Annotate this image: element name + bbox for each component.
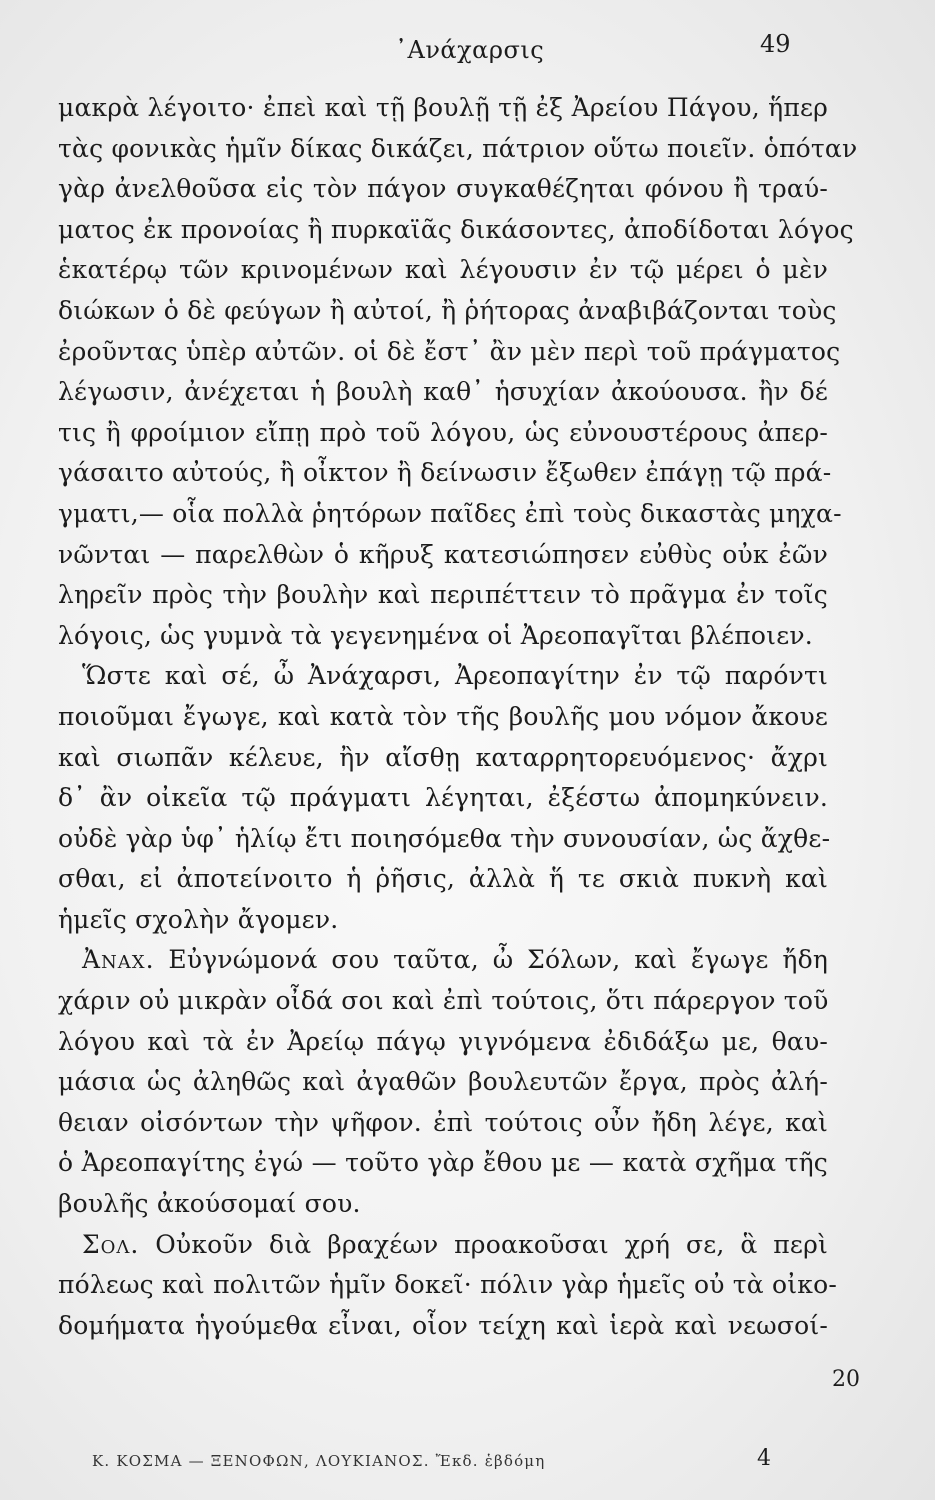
page-number: 49 <box>760 30 791 58</box>
text-line: μάσια ὡς ἀληθῶς καὶ ἀγαθῶν βουλευτῶν ἔργα, πρὸς ἀλή- <box>58 1067 828 1097</box>
text-line: μακρὰ λέγοιτο· ἐπεὶ καὶ τῇ βουλῇ τῇ ἐξ Ἀρείου Πάγου, ἥπερ <box>58 93 828 122</box>
text-line: γὰρ ἀνελθοῦσα εἰς τὸν πάγον συγκαθέζηται φόνου ἢ τραύ- <box>58 174 828 204</box>
text-span: Εὐγνώμονά σου ταῦτα, ὦ Σόλων, καὶ ἔγωγε ἤδη <box>168 945 828 975</box>
text-line: καὶ σιωπᾶν κέλευε, ἢν αἴσθῃ καταρρητορευόμενος· ἄχρι <box>58 742 828 772</box>
page-footer <box>92 1446 792 1478</box>
text-line: τις ἢ φροίμιον εἴπῃ πρὸ τοῦ λόγου, ὡς εὐνουστέρους ἀπερ- <box>58 417 828 447</box>
text-line: γάσαιτο αὐτούς, ἢ οἶκτον ἢ δείνωσιν ἔξωθεν ἐπάγῃ τῷ πρά- <box>58 458 832 488</box>
text-line: λόγοις, ὡς γυμνὰ τὰ γεγενημένα οἱ Ἀρεοπαγῖται βλέποιεν. <box>58 620 813 650</box>
text-line: θειαν οἰσόντων τὴν ψῆφον. ἐπὶ τούτοις οὖν ἤδη λέγε, καὶ <box>58 1107 828 1137</box>
running-head <box>0 28 935 68</box>
text-line: τὰς φονικὰς ἡμῖν δίκας δικάζει, πάτριον οὕτω ποιεῖν. ὁπόταν <box>58 133 858 163</box>
running-title: ᾿Ανάχαρσις <box>395 36 545 64</box>
text-line: οὐδὲ γὰρ ὑφ᾿ ἡλίῳ ἔτι ποιησόμεθα τὴν συνουσίαν, ὡς ἄχθε- <box>58 823 831 853</box>
speech-line <box>58 1225 828 1266</box>
text-line: ὁ Ἀρεοπαγίτης ἐγώ — τοῦτο γὰρ ἔθου με — κατὰ σχῆμα τῆς <box>58 1148 828 1178</box>
speech-line <box>58 940 828 981</box>
text-line: ποιοῦμαι ἔγωγε, καὶ κατὰ τὸν τῆς βουλῆς μου νόμον ἄκουε <box>58 701 828 731</box>
text-line: δομήματα ἡγούμεθα εἶναι, οἷον τείχη καὶ ἱερὰ καὶ νεωσοί- <box>58 1310 828 1340</box>
text-span: Οὐκοῦν διὰ βραχέων προακοῦσαι χρή σε, ἃ περὶ <box>155 1229 828 1259</box>
text-line: πόλεως καὶ πολιτῶν ἡμῖν δοκεῖ· πόλιν γὰρ ἡμεῖς οὐ τὰ οἰκο- <box>58 1270 838 1300</box>
body-text <box>58 88 858 1346</box>
signature-mark: 4 <box>757 1446 771 1471</box>
text-line: Ὥστε καὶ σέ, ὦ Ἀνάχαρσι, Ἀρεοπαγίτην ἐν τῷ παρόντι <box>82 661 828 691</box>
text-line: ἡμεῖς σχολὴν ἄγομεν. <box>58 904 339 934</box>
text-line: βουλῆς ἀκούσομαί σου. <box>58 1189 361 1219</box>
text-line: χάριν οὐ μικρὰν οἶδά σοι καὶ ἐπὶ τούτοις, ὅτι πάρεργον τοῦ <box>58 986 829 1016</box>
text-line: σθαι, εἰ ἀποτείνοιτο ἡ ῥῆσις, ἀλλὰ ἥ τε σκιὰ πυκνὴ καὶ <box>58 864 828 894</box>
text-line: νῶνται — παρελθὼν ὁ κῆρυξ κατεσιώπησεν εὐθὺς οὐκ ἐῶν <box>58 539 828 569</box>
text-line: ματος ἐκ προνοίας ἢ πυρκαϊᾶς δικάσοντες, ἀποδίδοται λόγος <box>58 214 854 244</box>
text-line: ληρεῖν πρὸς τὴν βουλὴν καὶ περιπέττειν τὸ πρᾶγμα ἐν τοῖς <box>58 580 828 610</box>
speaker-label: Ἀναχ. <box>82 945 155 975</box>
printer-line: Κ. ΚΟΣΜΑ — ΞΕΝΟΦΩΝ, ΛΟΥΚΙΑΝΟΣ. Ἔκδ. ἑβδόμη <box>92 1452 546 1470</box>
text-line: ἐροῦντας ὑπὲρ αὐτῶν. οἱ δὲ ἔστ᾿ ἂν μὲν περὶ τοῦ πράγματος <box>58 336 841 366</box>
text-line: γματι,— οἷα πολλὰ ῥητόρων παῖδες ἐπὶ τοὺς δικαστὰς μηχα- <box>58 498 842 528</box>
text-line: λόγου καὶ τὰ ἐν Ἀρείῳ πάγῳ γιγνόμενα ἐδιδάξω με, θαυ- <box>58 1026 828 1056</box>
text-line: λέγωσιν, ἀνέχεται ἡ βουλὴ καθ᾿ ἡσυχίαν ἀκούουσα. ἢν δέ <box>58 377 828 407</box>
margin-line-number: 20 <box>832 1367 860 1392</box>
text-line: ἑκατέρῳ τῶν κρινομένων καὶ λέγουσιν ἐν τῷ μέρει ὁ μὲν <box>58 255 828 285</box>
text-line: δ᾿ ἂν οἰκεῖα τῷ πράγματι λέγηται, ἐξέστω ἀπομηκύνειν. <box>58 783 828 813</box>
text-line: διώκων ὁ δὲ φεύγων ἢ αὐτοί, ἢ ῥήτορας ἀναβιβάζονται τοὺς <box>58 295 837 325</box>
speaker-label: Σολ. <box>82 1229 140 1259</box>
